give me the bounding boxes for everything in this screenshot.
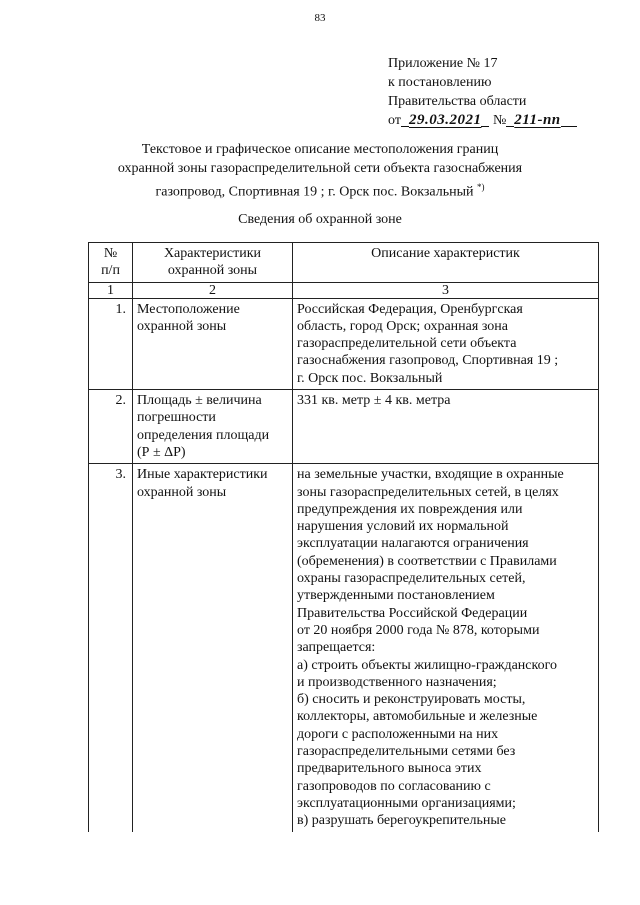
row-char-line: Площадь ± величина <box>137 393 262 409</box>
table-header-row <box>89 243 599 283</box>
footnote-mark: *) <box>476 182 485 192</box>
appendix-title: Приложение № 17 <box>388 56 498 71</box>
row-desc-line: Правительства Российской Федерации <box>297 605 528 621</box>
row-desc-line: 331 кв. метр ± 4 кв. метра <box>297 393 451 409</box>
row-char-line: погрешности <box>137 410 216 426</box>
title-line-3 <box>100 178 540 202</box>
row-char-line: охранной зоны <box>137 318 227 334</box>
row-desc-line: предупреждения их повреждения или <box>297 501 523 517</box>
row-characteristic <box>133 298 293 389</box>
row-desc-line: эксплуатационными организациями; <box>297 795 516 811</box>
header-num <box>89 243 133 283</box>
index-cell-2: 2 <box>133 282 293 298</box>
page-number: 83 <box>314 12 326 24</box>
row-characteristic <box>133 464 293 832</box>
row-description <box>293 464 599 832</box>
table-row <box>89 390 599 464</box>
table-row <box>89 464 599 832</box>
table-index-row <box>89 282 599 298</box>
row-desc-line: (обременения) в соответствии с Правилами <box>297 553 557 569</box>
row-characteristic <box>133 390 293 464</box>
handwritten-date: 29.03.2021 <box>408 112 482 128</box>
row-description <box>293 390 599 464</box>
row-desc-line: б) сносить и реконструировать мосты, <box>297 692 526 708</box>
row-desc-line: а) строить объекты жилищно-гражданского <box>297 657 557 673</box>
appendix-line-government: Правительства области <box>388 94 527 109</box>
row-desc-line: коллекторы, автомобильные и железные <box>297 709 538 725</box>
row-desc-line: эксплуатации налагаются ограничения <box>297 536 529 552</box>
section-subtitle: Сведения об охранной зоне <box>238 212 402 227</box>
row-desc-line: и производственного назначения; <box>297 674 497 690</box>
row-desc-line: газораспределительными сетями без <box>297 744 516 760</box>
document-title <box>100 140 540 202</box>
row-desc-line: предварительного выноса этих <box>297 761 482 777</box>
row-desc-line: нарушения условий их нормальной <box>297 519 509 535</box>
row-desc-line: охраны газораспределительных сетей, <box>297 571 526 587</box>
row-desc-line: газоснабжения газопровод, Спортивная 19 ; <box>297 353 559 369</box>
index-cell-3: 3 <box>293 282 599 298</box>
date-underline <box>401 126 409 127</box>
row-desc-line: утвержденными постановлением <box>297 588 495 604</box>
row-desc-line: в) разрушать берегоукрепительные <box>297 813 507 829</box>
row-desc-line: область, город Орск; охранная зона <box>297 318 508 334</box>
header-num-line-1: № <box>103 246 118 261</box>
row-number: 3. <box>89 464 133 832</box>
number-underline-end <box>561 126 577 127</box>
row-desc-line: на земельные участки, входящие в охранные <box>297 467 564 483</box>
appendix-line-resolution: к постановлению <box>388 75 492 90</box>
row-desc-line: дороги с расположенными на них <box>297 726 499 742</box>
appendix-block <box>388 54 577 130</box>
date-prefix: от <box>388 113 401 128</box>
title-line-3-text: газопровод, Спортивная 19 ; г. Орск пос. Вокзальный <box>155 184 474 200</box>
handwritten-number: 211-пп <box>514 112 561 128</box>
header-char-line-1: Характеристики <box>163 246 262 261</box>
appendix-date-line <box>388 111 577 130</box>
header-num-line-2: п/п <box>101 263 120 279</box>
number-sign: № <box>492 113 507 128</box>
row-desc-line: газопроводов по согласованию с <box>297 778 491 794</box>
row-desc-line: от 20 ноября 2000 года № 878, которыми <box>297 622 540 638</box>
header-description: Описание характеристик <box>293 243 599 283</box>
row-number: 1. <box>89 298 133 389</box>
date-underline-end <box>481 126 489 127</box>
row-desc-line: Российская Федерация, Оренбургская <box>297 301 523 317</box>
row-desc-line: г. Орск пос. Вокзальный <box>297 370 443 386</box>
row-desc-line: газораспределительной сети объекта <box>297 336 517 352</box>
row-number: 2. <box>89 390 133 464</box>
row-char-line: Местоположение <box>137 301 240 317</box>
index-cell-1: 1 <box>89 282 133 298</box>
row-char-line: (Р ± ΔР) <box>137 444 186 460</box>
header-characteristic <box>133 243 293 283</box>
row-char-line: определения площади <box>137 427 270 443</box>
row-char-line: Иные характеристики <box>137 467 268 483</box>
header-char-line-2: охранной зоны <box>167 263 258 279</box>
title-line-1: Текстовое и графическое описание местоположения границ <box>141 142 499 157</box>
row-char-line: охранной зоны <box>137 484 227 500</box>
row-desc-line: запрещается: <box>297 640 376 656</box>
zone-info-table <box>88 242 599 832</box>
title-line-2: охранной зоны газораспределительной сети объекта газоснабжения <box>117 161 523 176</box>
row-description <box>293 298 599 389</box>
table-row <box>89 298 599 389</box>
row-desc-line: зоны газораспределительных сетей, в целях <box>297 484 559 500</box>
